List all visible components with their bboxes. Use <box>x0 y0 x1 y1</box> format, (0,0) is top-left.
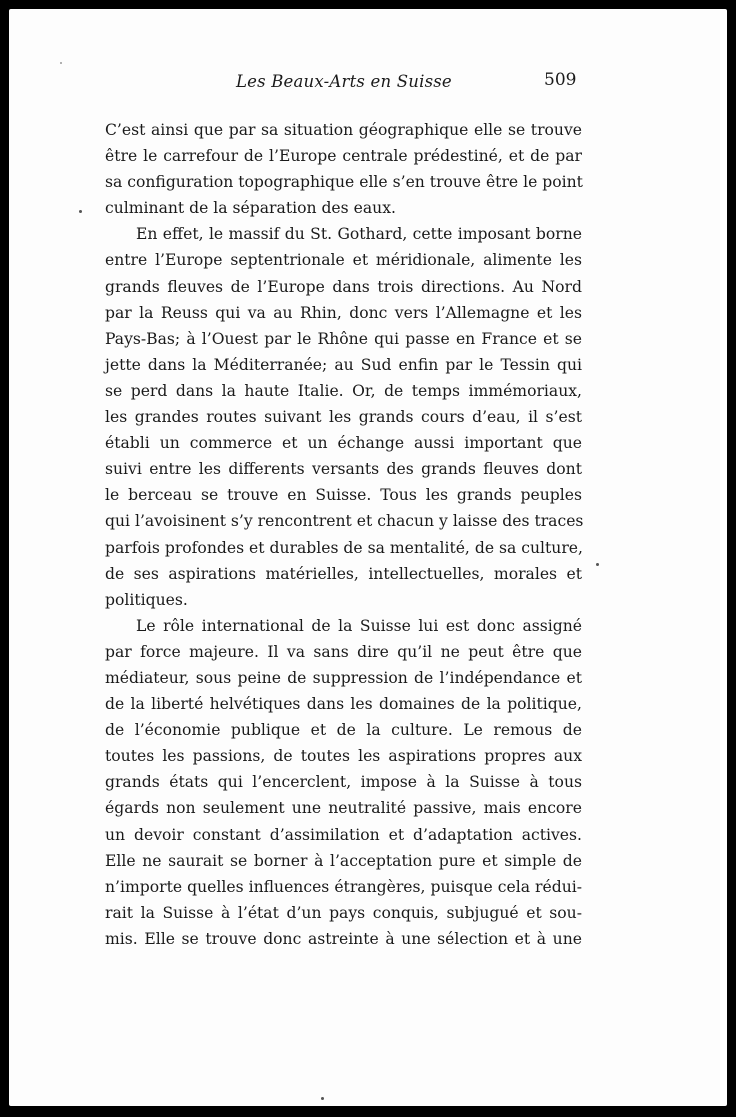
text-line: de ses aspirations matérielles, intellectuelles, morales et <box>105 564 582 583</box>
text-line: établi un commerce et un échange aussi important que <box>105 434 582 453</box>
text-line: qui l’avoisinent s’y rencontrent et chacun y laisse des traces <box>105 512 584 531</box>
text-line: de la liberté helvétiques dans les domaines de la politique, <box>105 695 582 714</box>
text-line: rait la Suisse à l’état d’un pays conquis, subjugué et sou- <box>105 903 582 922</box>
text-line: de l’économie publique et de la culture. Le remous de <box>105 721 582 740</box>
text-line: être le carrefour de l’Europe centrale prédestiné, et de par <box>105 147 582 166</box>
text-line: C’est ainsi que par sa situation géographique elle se trouve <box>105 121 582 139</box>
text-line: par la Reuss qui va au Rhin, donc vers l’Allemagne et les <box>105 303 582 322</box>
text-line: politiques. <box>105 590 188 609</box>
text-line: médiateur, sous peine de suppression de l’indépendance et <box>105 668 582 687</box>
text-line: Le rôle international de la Suisse lui est donc assigné <box>136 616 582 635</box>
text-line: toutes les passions, de toutes les aspirations propres aux <box>105 747 582 766</box>
text-line: Pays-Bas; à l’Ouest par le Rhône qui passe en France et se <box>105 329 582 348</box>
text-line: grands fleuves de l’Europe dans trois directions. Au Nord <box>105 277 582 296</box>
page-number: 509 <box>544 70 577 90</box>
text-line: les grandes routes suivant les grands cours d’eau, il s’est <box>105 408 582 427</box>
text-line: Elle ne saurait se borner à l’acceptation pure et simple de <box>105 851 582 870</box>
text-line: le berceau se trouve en Suisse. Tous les grands peuples <box>105 486 582 505</box>
scan-speck <box>79 210 82 213</box>
text-line: suivi entre les differents versants des grands fleuves dont <box>105 460 582 479</box>
scan-speck <box>321 1097 324 1100</box>
text-line: un devoir constant d’assimilation et d’adaptation actives. <box>105 825 582 844</box>
text-line: culminant de la séparation des eaux. <box>105 199 396 218</box>
body-text <box>105 117 582 952</box>
text-line: égards non seulement une neutralité passive, mais encore <box>105 799 582 818</box>
scan-speck <box>60 62 62 64</box>
text-line: par force majeure. Il va sans dire qu’il ne peut être que <box>105 642 582 661</box>
text-line: jette dans la Méditerranée; au Sud enfin par le Tessin qui <box>105 355 582 374</box>
scan-speck <box>596 563 599 566</box>
text-line: parfois profondes et durables de sa mentalité, de sa culture, <box>105 538 583 557</box>
text-line: grands états qui l’encerclent, impose à la Suisse à tous <box>105 773 582 792</box>
text-line: En effet, le massif du St. Gothard, cette imposant borne <box>136 225 582 244</box>
running-title: Les Beaux-Arts en Suisse <box>236 72 452 91</box>
text-line: mis. Elle se trouve donc astreinte à une sélection et à une <box>105 929 582 948</box>
text-line: se perd dans la haute Italie. Or, de temps immémoriaux, <box>105 381 582 400</box>
text-line: sa configuration topographique elle s’en trouve être le point <box>105 173 583 192</box>
text-line: n’importe quelles influences étrangères, puisque cela rédui- <box>105 877 582 896</box>
text-line: entre l’Europe septentrionale et méridionale, alimente les <box>105 251 582 270</box>
